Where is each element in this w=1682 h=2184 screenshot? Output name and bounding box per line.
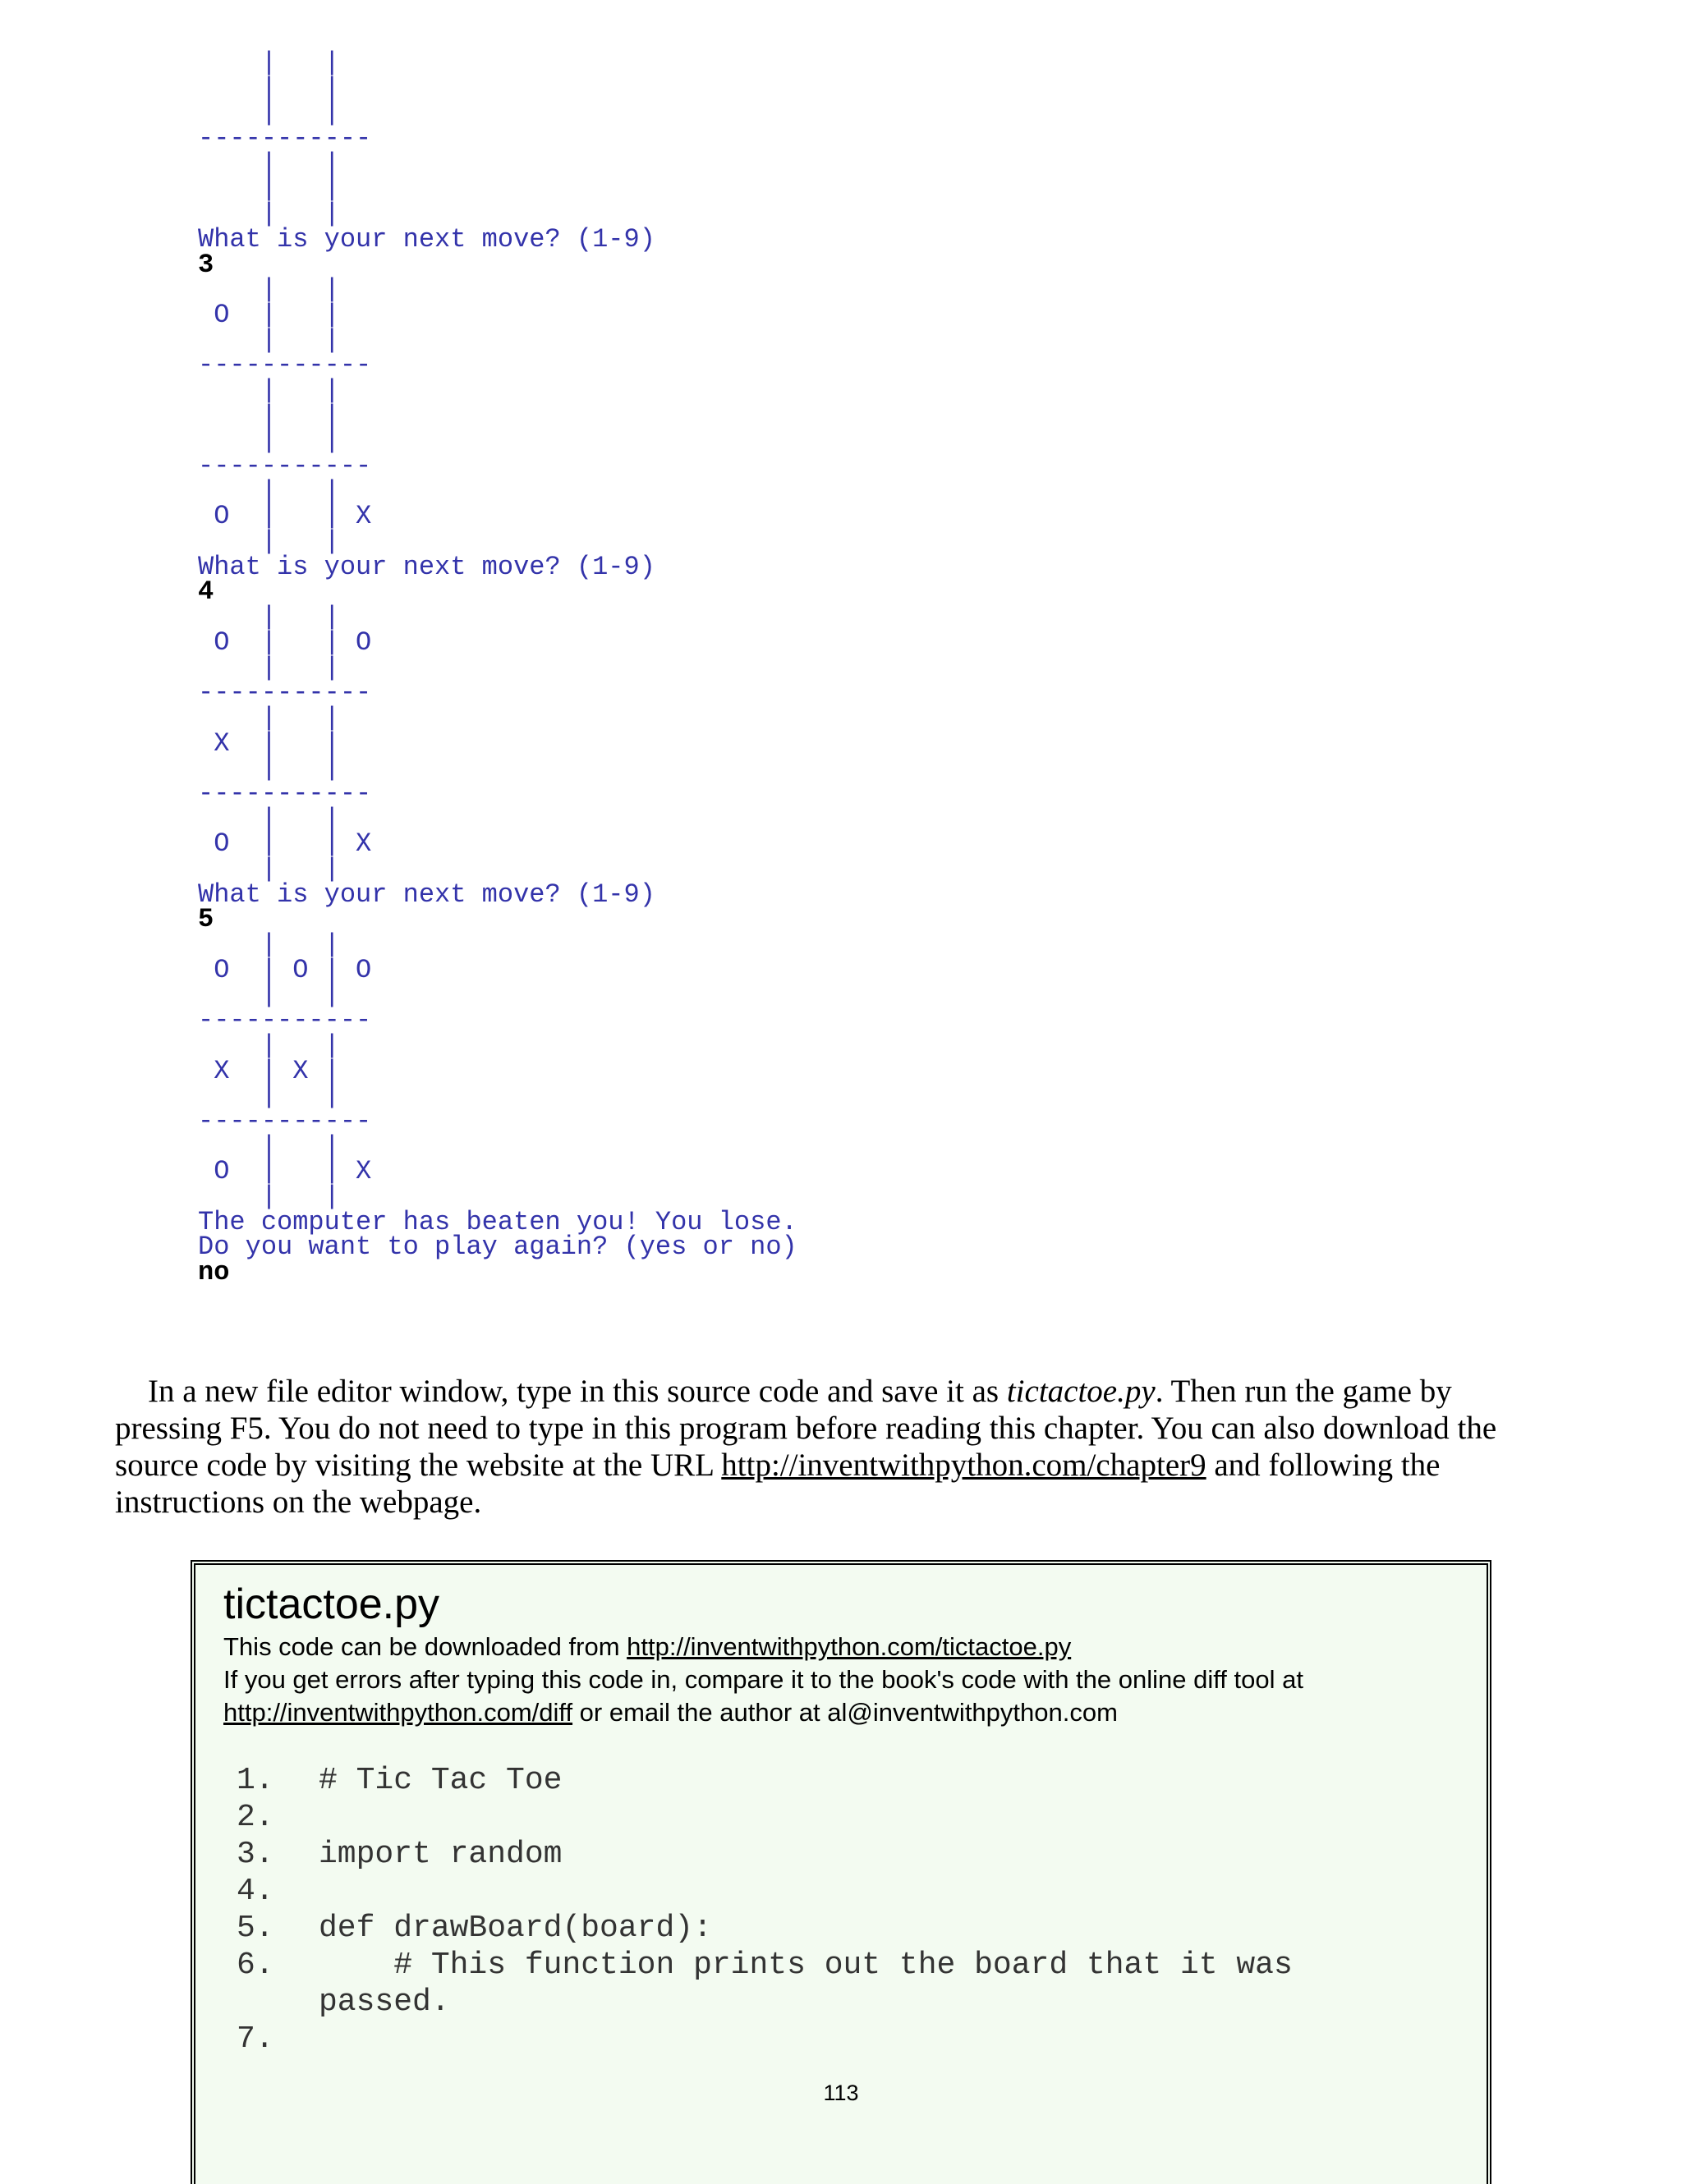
output-line: O | | X [198,828,372,860]
line-number: 6. [237,1948,274,1983]
output-line: | | [198,475,340,507]
output-line: | | [198,48,340,78]
output-line: | | [198,98,340,129]
output-line: O | | [198,299,340,330]
output-line: O | O | O [198,954,372,985]
code-line [223,1836,1470,1873]
output-line: | | [198,526,340,557]
output-line: | | [198,148,340,179]
output-line: ----------- [198,1005,372,1036]
code-text: import random [319,1837,563,1872]
output-line: ----------- [198,1105,372,1136]
code-line [223,1947,1470,1984]
output-line: ----------- [198,778,372,809]
game-output-transcript [198,48,797,1287]
output-line: | | [198,72,340,103]
output-line: The computer has beaten you! You lose. [198,1206,797,1237]
code-line [223,1910,1470,1947]
intro-paragraph [115,1373,1560,1521]
output-line: | | [198,702,340,733]
intro-text-2: . Then run the game by pressing F5. You do not need to type in this program before reading this chapter. You can also download the source code by visiting the website at the URL [115,1374,1497,1483]
output-line: X | | [198,727,340,759]
output-line: | | [198,400,340,431]
page-number: 113 [823,2081,859,2105]
code-line [223,1762,1470,1799]
output-line: Do you want to play again? (yes or no) [198,1232,797,1263]
code-line [223,1799,1470,1836]
line-number: 2. [237,1800,274,1835]
user-input-line: no [198,1257,230,1287]
output-line: ----------- [198,451,372,481]
output-line: X | X | [198,1055,340,1086]
output-line: | | [198,929,340,961]
code-box-title: tictactoe.py [223,1581,440,1628]
output-line: O | | X [198,1156,372,1187]
output-line: | | [198,274,340,305]
output-line: | | [198,980,340,1011]
output-line: | | [198,1081,340,1112]
user-input-line: 5 [198,904,214,935]
line-number: 5. [237,1911,274,1946]
output-line: | | [198,1030,340,1061]
intro-filename: tictactoe.py [1006,1374,1156,1409]
user-input-line: 3 [198,249,214,280]
download-prefix: This code can be downloaded from [223,1632,627,1661]
intro-text-3: and following the instructions on the webpage. [115,1448,1441,1520]
output-line: ----------- [198,123,372,154]
output-line: | | [198,753,340,784]
user-input-line: 4 [198,576,214,608]
code-line: passed. [319,1984,450,2020]
code-text: # Tic Tac Toe [319,1763,563,1798]
line-number: 1. [237,1763,274,1798]
output-line: O | | X [198,501,372,532]
output-line: | | [198,854,340,884]
download-note [223,1631,1470,1729]
diff-link[interactable]: http://inventwithpython.com/diff [223,1698,573,1727]
output-line: | | [198,374,340,406]
output-line: What is your next move? (1-9) [198,223,655,255]
output-line: | | [198,199,340,230]
chapter-link[interactable]: http://inventwithpython.com/chapter9 [721,1448,1206,1483]
code-text: def drawBoard(board): [319,1911,712,1946]
line-number: 7. [237,2021,274,2057]
intro-text-1: In a new file editor window, type in this source code and save it as [148,1374,1007,1409]
email-text: or email the author at al@inventwithpython.com [572,1698,1118,1727]
output-line: | | [198,324,340,356]
line-number: 3. [237,1837,274,1872]
errors-text: If you get errors after typing this code in, compare it to the book's code with the online diff tool at [223,1665,1303,1694]
output-line: | | [198,1131,340,1162]
output-line: | | [198,652,340,683]
output-line: | | [198,173,340,204]
download-link[interactable]: http://inventwithpython.com/tictactoe.py [627,1632,1072,1661]
code-line [223,1873,1470,1910]
output-line: ----------- [198,677,372,709]
code-listing [223,1762,1470,2058]
output-line: What is your next move? (1-9) [198,551,655,582]
code-line [223,2021,1470,2058]
output-line: | | [198,602,340,633]
output-line: O | | O [198,626,372,658]
output-line: What is your next move? (1-9) [198,879,655,910]
code-text: # This function prints out the board that it was [319,1948,1293,1983]
output-line: | | [198,425,340,457]
output-line: | | [198,803,340,834]
line-number: 4. [237,1874,274,1909]
output-line: ----------- [198,350,372,381]
output-line: | | [198,1181,340,1212]
